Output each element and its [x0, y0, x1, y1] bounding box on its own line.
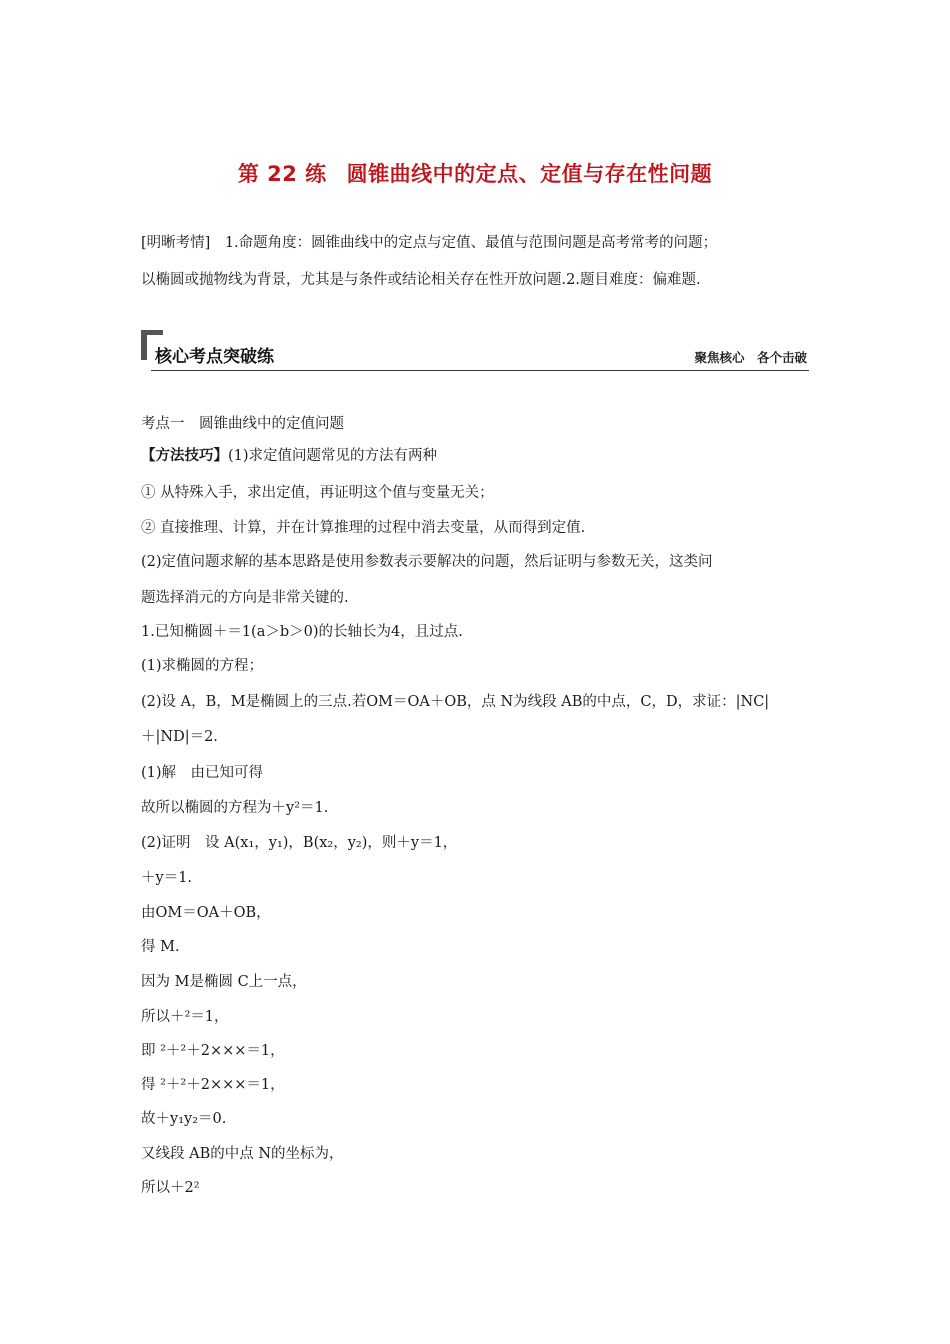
problem-stem: 1.已知椭圆＋＝1(a＞b＞0)的长轴长为4，且过点. [141, 624, 463, 640]
intro-line-2: 以椭圆或抛物线为背景，尤其是与条件或结论相关存在性开放问题.2.题目难度：偏难题. [141, 272, 701, 288]
section-heading: 考点一 圆锥曲线中的定值问题 [141, 416, 344, 432]
method-line-4: (2)定值问题求解的基本思路是使用参数表示要解决的问题，然后证明与参数无关，这类问 [141, 554, 713, 570]
lesson-title: 圆锥曲线中的定点、定值与存在性问题 [346, 162, 713, 186]
solution-line: (2)证明 设 A(x₁，y₁)，B(x₂，y₂)，则＋y＝1， [141, 835, 458, 851]
problem-q2-line-1: (2)设 A，B，M是椭圆上的三点.若OM＝OA＋OB，点 N为线段 AB的中点，C，D，求证：|NC| [141, 694, 770, 710]
solution-line: 又线段 AB的中点 N的坐标为， [141, 1146, 344, 1162]
method-line-1: 【方法技巧】(1)求定值问题常见的方法有两种 [141, 448, 438, 464]
method-line-3: ② 直接推理、计算，并在计算推理的过程中消去变量，从而得到定值. [141, 520, 586, 536]
section-banner [141, 330, 809, 374]
solution-line: 得 M. [141, 939, 180, 955]
banner-rule [151, 370, 809, 371]
solution-line: 得 ²＋²＋2×××＝1， [141, 1077, 285, 1093]
banner-heading: 核心考点突破练 [155, 347, 274, 367]
solution-line: (1)解 由已知可得 [141, 765, 264, 781]
intro-line-1: [明晰考情] 1.命题角度：圆锥曲线中的定点与定值、最值与范围问题是高考常考的问题； [141, 235, 718, 251]
solution-line: 故所以椭圆的方程为＋y²＝1. [141, 800, 329, 816]
solution-line: ＋y＝1. [141, 870, 193, 886]
page-title [0, 158, 950, 188]
solution-line: 所以＋²＝1， [141, 1009, 229, 1025]
solution-line: 由OM＝OA＋OB， [141, 905, 271, 921]
lesson-number: 第 22 练 [237, 162, 327, 186]
method-line-5: 题选择消元的方向是非常关键的. [141, 590, 349, 606]
solution-line: 故＋y₁y₂＝0. [141, 1111, 227, 1127]
banner-slogan: 聚焦核心 各个击破 [694, 350, 807, 365]
method-line-2: ① 从特殊入手，求出定值，再证明这个值与变量无关； [141, 485, 494, 501]
intro-label: [明晰考情] [141, 235, 211, 251]
solution-line: 因为 M是椭圆 C上一点， [141, 974, 307, 990]
solution-line: 所以＋2² [141, 1180, 200, 1196]
method-label: 【方法技巧】 [141, 448, 228, 464]
solution-line: 即 ²＋²＋2×××＝1， [141, 1043, 285, 1059]
problem-q2-line-2: ＋|ND|＝2. [141, 729, 218, 745]
problem-q1: (1)求椭圆的方程； [141, 658, 264, 674]
